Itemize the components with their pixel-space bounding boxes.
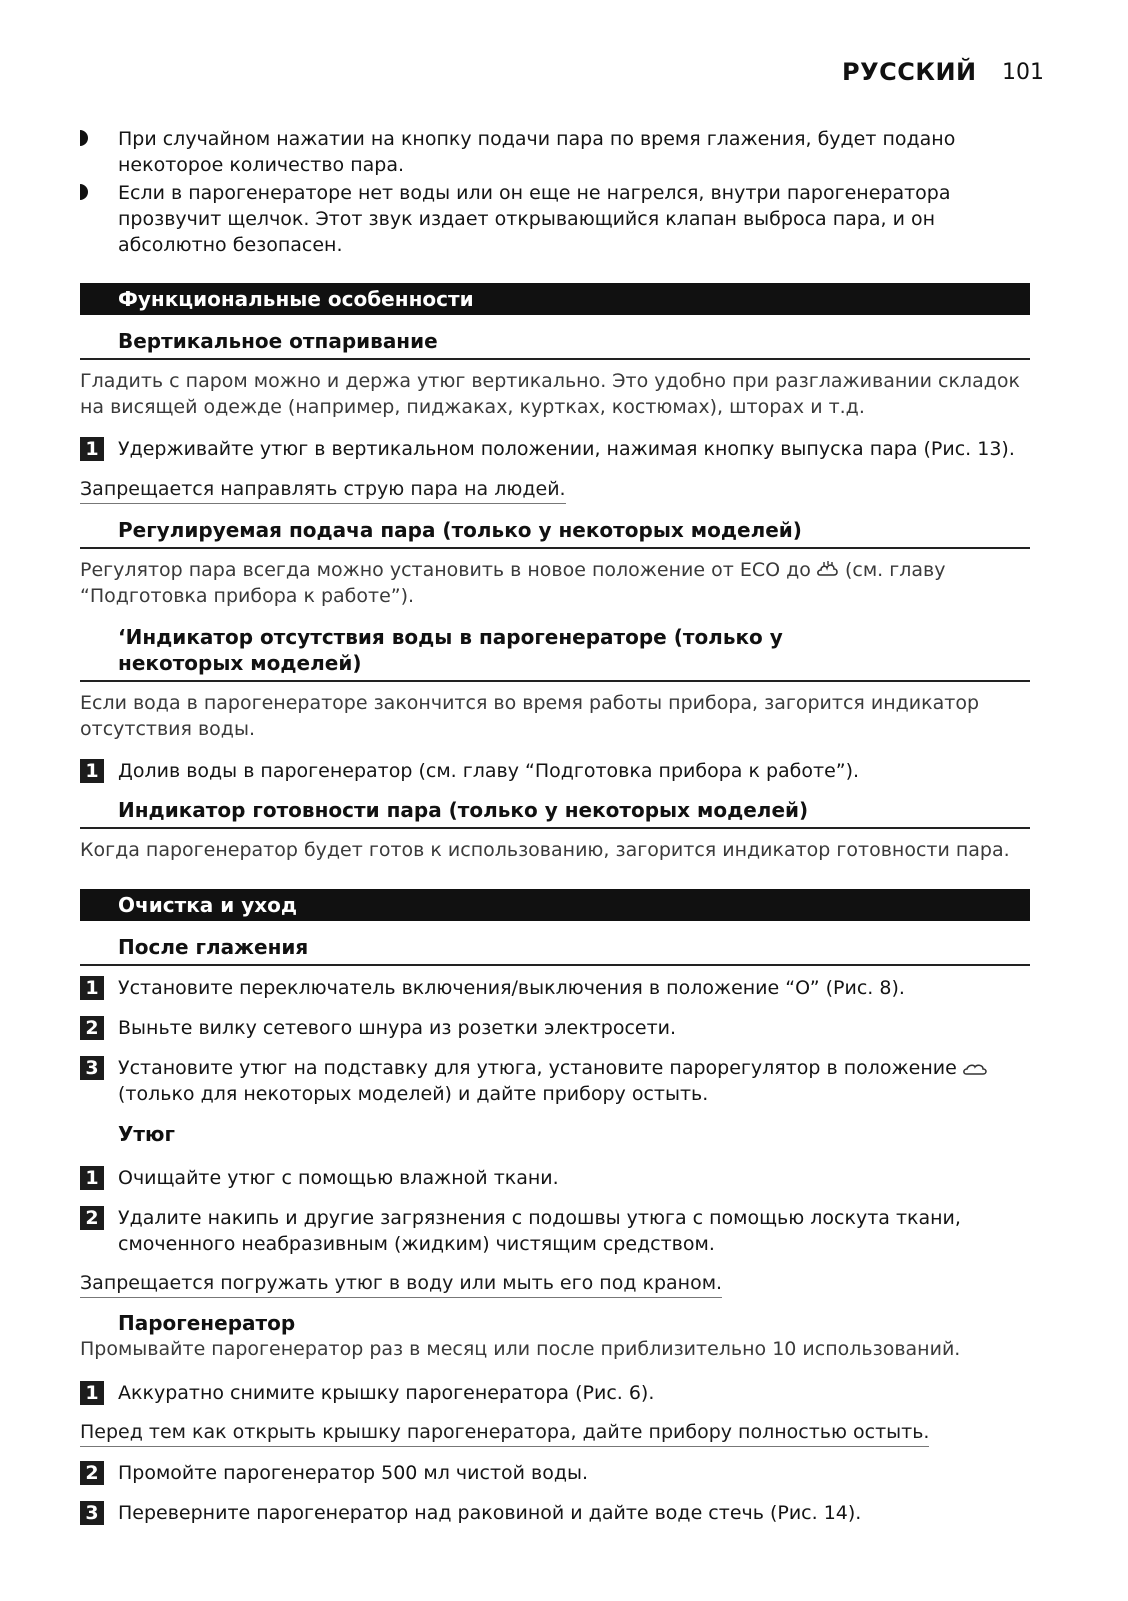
step-number-badge: 2 — [80, 1206, 104, 1230]
paragraph-text: Регулятор пара всегда можно установить в новое положение от ECO до — [80, 559, 811, 581]
low-steam-icon — [963, 1057, 987, 1083]
step-number-badge: 1 — [80, 1166, 104, 1190]
subheading-after-ironing: После глажения — [80, 934, 1030, 966]
page-number: 101 — [1002, 60, 1044, 85]
intro-bullet-2: Если в парогенераторе нет воды или он еще не нагрелся, внутри парогенератора прозвучит щелчок. Этот звук издает открывающийся клапан выброса пара, и он абсолютно безопасен. — [118, 182, 951, 256]
step-text: Долив воды в парогенератор (см. главу “Подготовка прибора к работе”). — [118, 760, 860, 782]
half-disc-bullet-icon — [80, 184, 90, 200]
step-number-badge: 3 — [80, 1056, 104, 1080]
half-disc-bullet-icon — [80, 130, 90, 146]
section-header-features: Функциональные особенности — [80, 283, 1030, 315]
step-number-badge: 3 — [80, 1501, 104, 1525]
subheading-adjustable-steam: Регулируемая подача пара (только у некоторых моделей) — [80, 517, 1030, 549]
cloud-steam-icon — [817, 559, 839, 585]
step-number-badge: 1 — [80, 1381, 104, 1405]
paragraph-vertical-steaming: Гладить с паром можно и держа утюг вертикально. Это удобно при разглаживании складок на висящей одежде (например, пиджаках, куртках, костюмах), шторах и т.д. — [80, 370, 1020, 418]
paragraph-no-water: Если вода в парогенераторе закончится во время работы прибора, загорится индикатор отсутствия воды. — [80, 692, 980, 740]
subheading-steam-generator: Парогенератор — [118, 1311, 296, 1335]
step-text-line2: (только для некоторых моделей) и дайте прибору остыть. — [118, 1083, 709, 1105]
step-text: Переверните парогенератор над раковиной и дайте воде стечь (Рис. 14). — [118, 1502, 862, 1524]
step-number-badge: 1 — [80, 976, 104, 1000]
paragraph-adjustable-steam-line2: “Подготовка прибора к работе”). — [80, 585, 415, 607]
subheading-no-water-line2: некоторых моделей) — [80, 650, 1030, 682]
step-text — [118, 1055, 987, 1083]
step-number-badge: 2 — [80, 1016, 104, 1040]
step-text: Установите переключатель включения/выключения в положение “O” (Рис. 8). — [118, 977, 905, 999]
step-number-badge: 1 — [80, 437, 104, 461]
intro-bullet-1: При случайном нажатии на кнопку подачи пара по время глажения, будет подано некоторое количество пара. — [118, 128, 956, 176]
paragraph-steam-generator: Промывайте парогенератор раз в месяц или после приблизительно 10 использований. — [80, 1338, 961, 1360]
step-number-badge: 2 — [80, 1461, 104, 1485]
language-header: РУССКИЙ — [842, 58, 977, 86]
warning-note: Запрещается погружать утюг в воду или мыть его под краном. — [80, 1270, 722, 1298]
step-text-line2: смоченного неабразивным (жидким) чистящим средством. — [118, 1233, 715, 1255]
subheading-steam-ready: Индикатор готовности пара (только у некоторых моделей) — [80, 797, 1030, 829]
step-text: Удалите накипь и другие загрязнения с подошвы утюга с помощью лоскута ткани, — [118, 1207, 961, 1229]
step-text: Промойте парогенератор 500 мл чистой воды. — [118, 1462, 589, 1484]
step-text: Выньте вилку сетевого шнура из розетки электросети. — [118, 1017, 677, 1039]
step-text-part: Установите утюг на подставку для утюга, установите парорегулятор в положение — [118, 1057, 957, 1079]
section-header-cleaning: Очистка и уход — [80, 889, 1030, 921]
warning-note: Перед тем как открыть крышку парогенератора, дайте прибору полностью остыть. — [80, 1419, 929, 1447]
step-text: Аккуратно снимите крышку парогенератора (Рис. 6). — [118, 1382, 655, 1404]
step-text: Очищайте утюг с помощью влажной ткани. — [118, 1167, 559, 1189]
paragraph-steam-ready: Когда парогенератор будет готов к использованию, загорится индикатор готовности пара. — [80, 839, 1010, 861]
step-text: Удерживайте утюг в вертикальном положении, нажимая кнопку выпуска пара (Рис. 13). — [118, 438, 1015, 460]
subheading-no-water-line1: ‘Индикатор отсутствия воды в парогенераторе (только у — [118, 625, 783, 649]
warning-note: Запрещается направлять струю пара на людей. — [80, 476, 566, 504]
subheading-iron: Утюг — [118, 1122, 175, 1146]
paragraph-adjustable-steam — [80, 557, 1040, 585]
paragraph-text: (см. главу — [844, 559, 946, 581]
subheading-vertical-steaming: Вертикальное отпаривание — [80, 328, 1030, 360]
step-number-badge: 1 — [80, 759, 104, 783]
